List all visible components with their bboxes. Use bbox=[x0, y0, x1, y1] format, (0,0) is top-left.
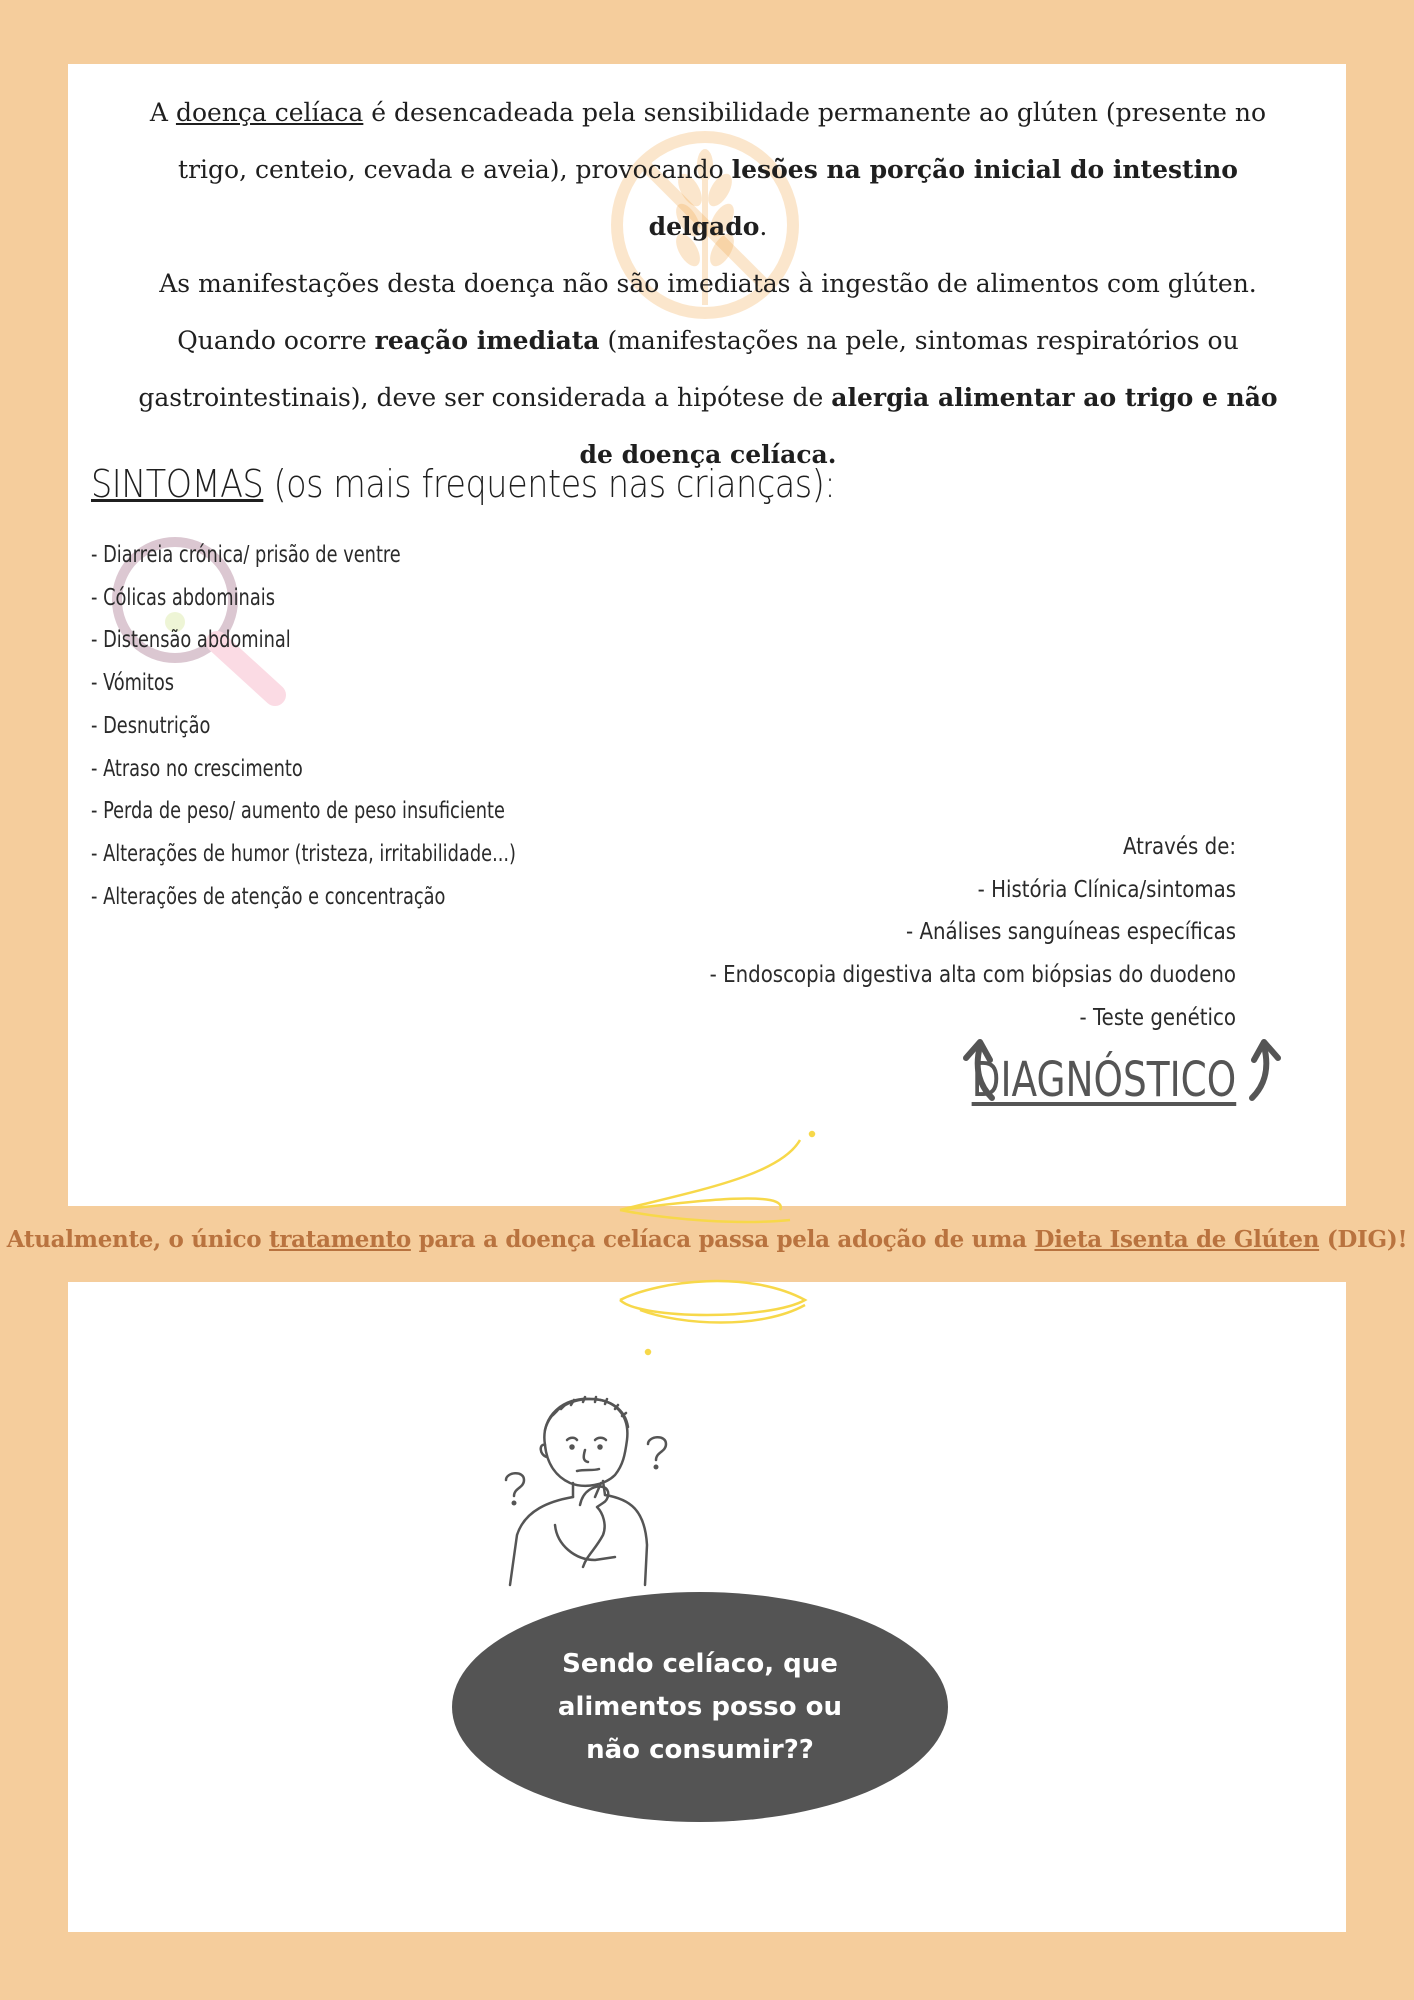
intro-paragraph-1: A doença celíaca é desencadeada pela sensibilidade permanente ao glúten (presente no trigo, centeio, cevada e aveia), provocando lesões na porção inicial do intestino delgado. bbox=[149, 98, 1267, 241]
treatment-banner: Atualmente, o único tratamento para a doença celíaca passa pela adoção de uma Dieta Isenta de Glúten (DIG)! bbox=[6, 1226, 1408, 1253]
intro-paragraph-3: Quando ocorre reação imediata (manifestações na pele, sintomas respiratórios ou gastrointestinais), deve ser considerada a hipótese de alergia alimentar ao trigo e não de doença celíaca. bbox=[138, 326, 1278, 469]
diagnosis-list bbox=[710, 826, 1236, 1040]
symptom-item: - Alterações de atenção e concentração bbox=[91, 883, 446, 910]
intro-text bbox=[118, 84, 1298, 483]
symptom-item: - Atraso no crescimento bbox=[91, 755, 303, 782]
intro-paragraph-2: As manifestações desta doença não são imediatas à ingestão de alimentos com glúten. bbox=[159, 269, 1257, 298]
question-mark-icon bbox=[500, 1468, 532, 1508]
symptoms-list bbox=[91, 534, 516, 918]
diagnosis-item: - Análises sanguíneas específicas bbox=[906, 919, 1236, 946]
celiac-disease-term: doença celíaca bbox=[175, 98, 364, 127]
arrow-up-icon bbox=[1240, 1036, 1286, 1102]
question-mark-icon bbox=[642, 1432, 674, 1472]
symptom-item: - Alterações de humor (tristeza, irritabilidade...) bbox=[91, 840, 516, 867]
symptom-item: - Cólicas abdominais bbox=[91, 584, 275, 611]
symptom-item: - Perda de peso/ aumento de peso insuficiente bbox=[91, 798, 505, 825]
arrow-up-icon bbox=[958, 1036, 1004, 1102]
symptom-item: - Desnutrição bbox=[91, 712, 211, 739]
symptom-item: - Diarreia crónica/ prisão de ventre bbox=[91, 542, 401, 568]
gluten-free-diet-link: Dieta Isenta de Glúten bbox=[1034, 1226, 1320, 1253]
diagnosis-item: - História Clínica/sintomas bbox=[977, 876, 1236, 903]
symptoms-heading: SINTOMAS (os mais frequentes nas crianças): bbox=[91, 462, 836, 506]
question-bubble bbox=[452, 1592, 948, 1822]
diagnosis-intro: Através de: bbox=[1122, 834, 1236, 860]
treatment-link: tratamento bbox=[269, 1226, 411, 1253]
question-text: Sendo celíaco, que alimentos posso ou não consumir?? bbox=[557, 1648, 843, 1765]
symptom-item: - Vómitos bbox=[91, 670, 175, 697]
symptom-item: - Distensão abdominal bbox=[91, 627, 291, 654]
diagnosis-item: - Teste genético bbox=[1079, 1004, 1236, 1031]
diagnosis-heading: DIAGNÓSTICO bbox=[971, 1052, 1236, 1108]
diagnosis-item: - Endoscopia digestiva alta com biópsias do duodeno bbox=[709, 962, 1236, 989]
